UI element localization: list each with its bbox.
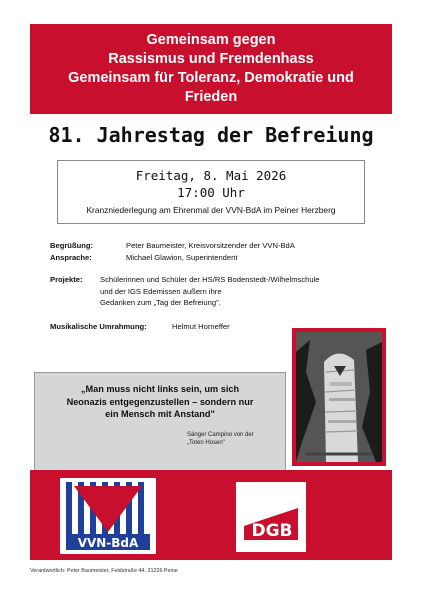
memorial-photo [292, 328, 386, 466]
quote-box [34, 372, 286, 472]
speech-label: Ansprache: [50, 252, 92, 262]
vvn-bda-logo-icon [60, 478, 156, 554]
event-date: Freitag, 8. Mai 2026 [135, 168, 287, 183]
program-row-greeting [50, 240, 380, 252]
greeting-value: Peter Baumeister, Kreisvorsitzender der VVN-BdA [126, 241, 295, 250]
dgb-logo-icon [236, 482, 306, 552]
projects-label: Projekte: [50, 275, 83, 284]
quote-text [43, 383, 277, 421]
projects-line: Schülerinnen und Schüler der HS/RS Bodenstedt-/Wilhelmschule [100, 275, 320, 284]
music-label: Musikalische Umrahmung: [50, 321, 147, 331]
banner-line-1: Gemeinsam gegen [146, 32, 276, 48]
quote-line: „Man muss nicht links sein, um sich [80, 384, 240, 394]
quote-line: Neonazis entgegenzustellen – sondern nur [66, 396, 254, 407]
quote-source-line: Sänger Campino von der [187, 432, 254, 438]
page-title: 81. Jahrestag der Befreiung [48, 123, 374, 147]
program-row-speech [50, 252, 380, 264]
event-info-box [57, 160, 365, 224]
footer-imprint: Verantwortlich: Peter Baumeister, Feldstraße 44, 31226 Peine [30, 568, 178, 574]
vvn-bda-logo [60, 478, 156, 554]
greeting-label: Begrüßung: [50, 241, 94, 250]
event-description: Kranzniederlegung am Ehrenmal der VVN-BdA im Peiner Herzberg [86, 205, 336, 215]
projects-line: und der IGS Edemissen äußern ihre [100, 286, 222, 296]
memorial-stone-image [296, 332, 382, 462]
banner-line-2: Rassismus und Fremdenhass [108, 51, 314, 67]
dgb-logo-text: DGB [251, 521, 293, 541]
quote-source-line: „Toten Hosen" [187, 440, 225, 446]
dgb-logo [236, 482, 306, 552]
quote-source [187, 431, 279, 447]
quote-line: ein Mensch mit Anstand" [105, 409, 215, 419]
projects-value [100, 274, 320, 309]
projects-line: Gedanken zum „Tag der Befreiung". [100, 298, 221, 307]
program-list [50, 240, 380, 332]
event-time: 17:00 Uhr [177, 185, 245, 200]
speech-value: Michael Glawion, Superintendent [126, 252, 238, 262]
music-value: Helmut Horneffer [172, 321, 230, 331]
logo-band [30, 470, 392, 560]
banner-line-4: Frieden [184, 89, 238, 105]
vvn-bda-logo-text: VVN-BdA [77, 536, 139, 550]
banner-line-3: Gemeinsam für Toleranz, Demokratie und [68, 70, 354, 86]
headline-banner [30, 24, 392, 114]
program-row-projects [50, 274, 380, 309]
